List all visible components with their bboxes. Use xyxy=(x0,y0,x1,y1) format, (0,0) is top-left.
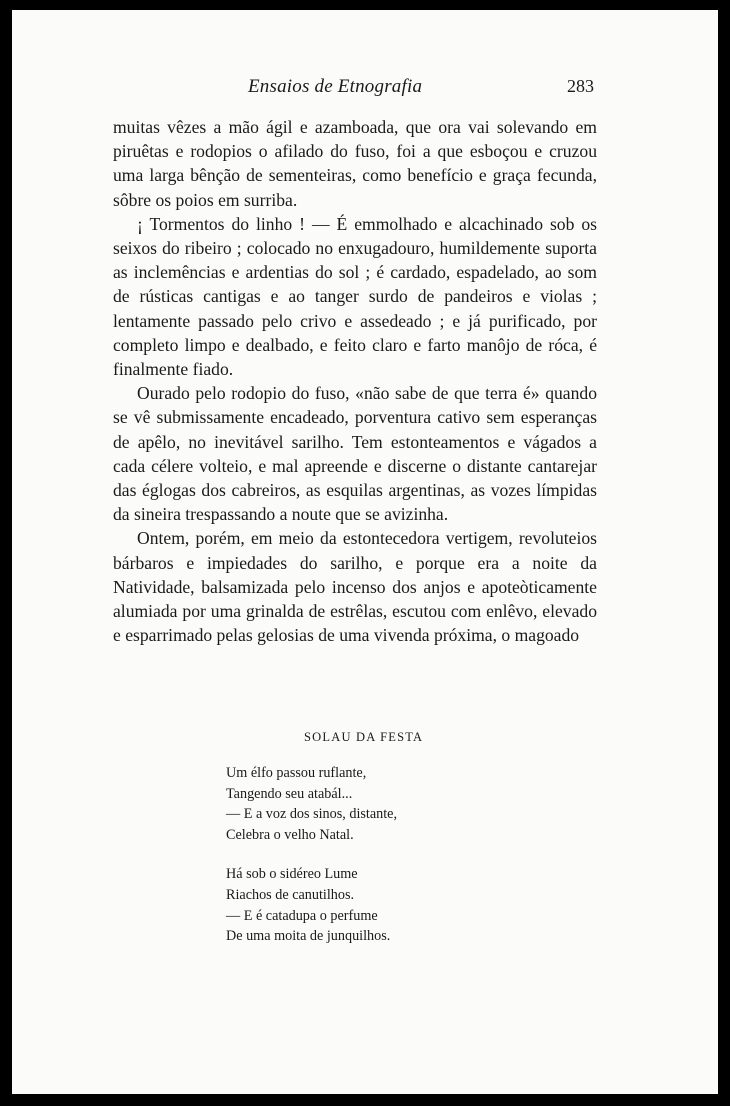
page-header xyxy=(12,76,718,106)
poem-stanza xyxy=(226,864,526,946)
poem-line: Celebra o velho Natal. xyxy=(226,826,354,843)
paragraph: muitas vêzes a mão ágil e azamboada, que ora vai solevando em piruêtas e rodopios o afilado do fuso, foi a que esboçou e cruzou uma larga bênção de sementeiras, como benefício e graça fecunda, sôbre os poios em surriba. xyxy=(113,117,597,210)
poem-line: Há sob o sidéreo Lume xyxy=(226,866,358,883)
poem-stanza xyxy=(226,763,526,845)
paragraph: Ourado pelo rodopio do fuso, «não sabe de que terra é» quando se vê submissamente encadeado, porventura cativo sem esperanças de apêlo, no inevitável sarilho. Tem estonteamentos e vágados a cada célere volteio, e mal apreende e discerne o distante cantarejar das églogas dos cabreiros, as esquilas argentinas, as vozes límpidas da sineira trespassando a noute que se avizinha. xyxy=(113,383,597,525)
poem-line: De uma moita de junquilhos. xyxy=(226,928,391,945)
poem-line: Tangendo seu atabál... xyxy=(226,785,353,802)
book-page xyxy=(12,10,718,1094)
poem-line: Riachos de canutilhos. xyxy=(226,886,355,903)
poem-title: SOLAU DA FESTA xyxy=(304,730,424,744)
paragraph: Ontem, porém, em meio da estontecedora vertigem, revoluteios bárbaros e impiedades do sarilho, e porque era a noite da Natividade, balsamizada pelo incenso dos anjos e apoteòticamente alumiada por uma grinalda de estrêlas, escutou com enlêvo, elevado e esparrimado pelas gelosias de uma vivenda próxima, o magoado xyxy=(113,528,597,646)
poem-line: — E a voz dos sinos, distante, xyxy=(226,806,398,823)
poem-line: Um élfo passou ruflante, xyxy=(226,765,367,781)
running-title: Ensaios de Etnografia xyxy=(248,76,423,97)
poem xyxy=(226,730,526,966)
paragraph: ¡ Tormentos do linho ! — É emmolhado e alcachinado sob os seixos do ribeiro ; colocado no enxugadouro, humildemente suporta as inclemências e ardentias do sol ; é cardado, espadelado, ao som de rústicas cantigas e ao tanger surdo de pandeiros e violas ; lentamente passado pelo crivo e assedeado ; e já purificado, por completo limpo e dealbado, e feito claro e farto manôjo de róca, é finalmente fiado. xyxy=(113,213,597,380)
body-text xyxy=(113,115,597,647)
page-number: 283 xyxy=(567,76,594,96)
poem-line: — E é catadupa o perfume xyxy=(226,907,378,924)
